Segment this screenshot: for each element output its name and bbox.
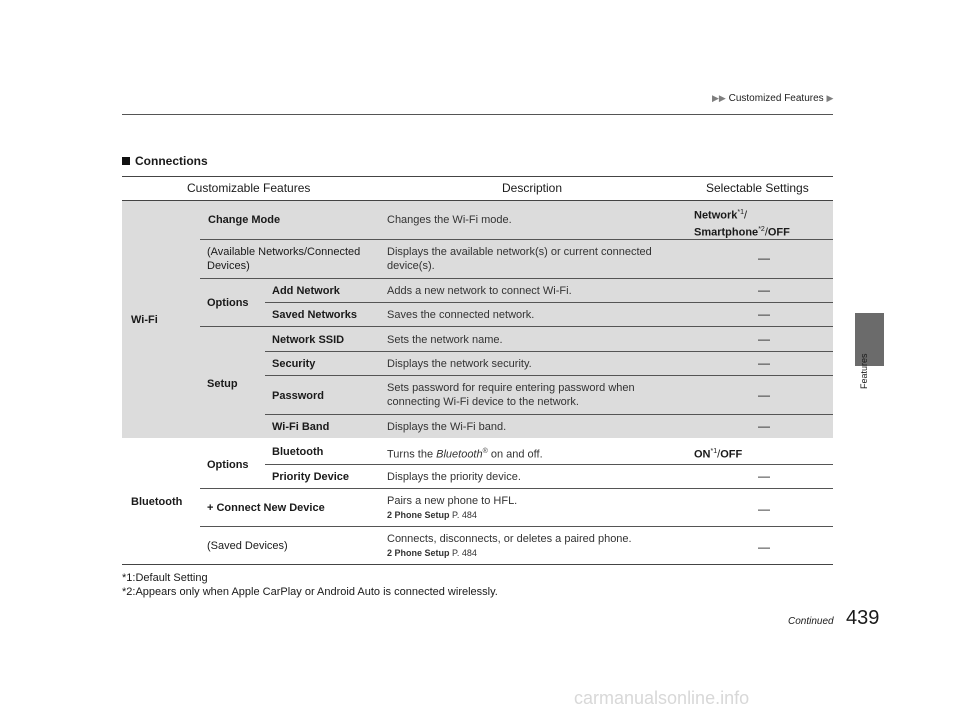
security-setting: — bbox=[758, 356, 770, 370]
row-separator bbox=[200, 488, 833, 489]
setting-off: OFF bbox=[767, 226, 790, 239]
footnote-ref: *1 bbox=[737, 209, 745, 216]
setting-smartphone: Smartphone bbox=[694, 226, 759, 239]
available-networks-name bbox=[207, 245, 360, 273]
link-page: P. 484 bbox=[449, 548, 477, 558]
header-settings: Selectable Settings bbox=[706, 181, 809, 195]
available-networks-desc bbox=[387, 245, 652, 273]
header-description: Description bbox=[502, 181, 563, 195]
side-tab-label bbox=[855, 353, 884, 417]
wifi-band-desc: Displays the Wi-Fi band. bbox=[387, 421, 507, 433]
footnote-ref: *1 bbox=[710, 448, 718, 455]
reference-arrow-icon: 2 bbox=[387, 510, 393, 520]
priority-device-desc: Displays the priority device. bbox=[387, 471, 521, 483]
breadcrumb bbox=[712, 93, 833, 104]
square-bullet-icon bbox=[122, 157, 130, 165]
saved-devices-name: (Saved Devices) bbox=[207, 540, 288, 552]
row-separator bbox=[265, 302, 833, 303]
reference-arrow-icon: 2 bbox=[387, 548, 393, 558]
change-mode-desc: Changes the Wi-Fi mode. bbox=[387, 214, 512, 226]
connect-new-device-name: + Connect New Device bbox=[207, 502, 325, 514]
saved-networks-setting: — bbox=[758, 307, 770, 321]
connect-new-device-setting: — bbox=[758, 502, 770, 516]
priority-device-setting: — bbox=[758, 469, 770, 483]
add-network-name: Add Network bbox=[272, 285, 340, 297]
table-bottom-rule bbox=[122, 564, 833, 565]
slash: / bbox=[764, 226, 768, 239]
footnote-1: *1:Default Setting bbox=[122, 572, 208, 584]
password-desc bbox=[387, 381, 635, 409]
wifi-options-label: Options bbox=[207, 297, 249, 309]
side-tab-text: Features bbox=[859, 353, 869, 389]
password-name: Password bbox=[272, 390, 324, 402]
saved-devices-desc bbox=[387, 532, 632, 560]
connect-new-desc-text: Pairs a new phone to HFL. bbox=[387, 495, 518, 507]
available-desc-line1: Displays the available network(s) or current connected bbox=[387, 246, 652, 258]
table-top-rule bbox=[122, 176, 833, 177]
row-separator bbox=[200, 326, 833, 327]
row-separator bbox=[265, 375, 833, 376]
bluetooth-desc-post: on and off. bbox=[487, 448, 543, 461]
header-features: Customizable Features bbox=[187, 181, 311, 195]
change-mode-settings bbox=[694, 206, 790, 239]
setup-label: Setup bbox=[207, 378, 238, 390]
wifi-band-setting: — bbox=[758, 419, 770, 433]
saved-networks-name: Saved Networks bbox=[272, 309, 357, 321]
bluetooth-settings bbox=[694, 445, 742, 462]
link-label: Phone Setup bbox=[394, 510, 450, 520]
setting-off: OFF bbox=[720, 448, 743, 461]
network-ssid-setting: — bbox=[758, 332, 770, 346]
bluetooth-desc-pre: Turns the bbox=[387, 448, 437, 461]
password-setting: — bbox=[758, 388, 770, 402]
bt-options-label: Options bbox=[207, 459, 249, 471]
available-name-line1: (Available Networks/Connected bbox=[207, 246, 361, 258]
change-mode-name: Change Mode bbox=[208, 214, 281, 226]
network-ssid-name: Network SSID bbox=[272, 334, 345, 346]
password-desc-line1: Sets password for require entering password when bbox=[387, 382, 635, 394]
footnote-ref: *2 bbox=[758, 225, 765, 233]
breadcrumb-label: Customized Features bbox=[728, 93, 824, 104]
available-setting: — bbox=[758, 251, 770, 265]
footnote-2: *2:Appears only when Apple CarPlay or Android Auto is connected wirelessly. bbox=[122, 586, 498, 598]
row-separator bbox=[265, 351, 833, 352]
continued-label: Continued bbox=[788, 616, 834, 627]
phone-setup-link[interactable] bbox=[387, 510, 477, 520]
row-separator bbox=[265, 414, 833, 415]
connect-new-device-desc bbox=[387, 494, 517, 522]
setting-on: ON bbox=[694, 448, 711, 461]
link-label: Phone Setup bbox=[394, 548, 450, 558]
row-separator bbox=[200, 278, 833, 279]
triangle-right-icon: ▶▶ bbox=[712, 93, 726, 103]
registered-mark: ® bbox=[482, 448, 488, 455]
saved-networks-desc: Saves the connected network. bbox=[387, 309, 535, 321]
phone-setup-link[interactable] bbox=[387, 548, 477, 558]
section-title-text: Connections bbox=[135, 154, 208, 168]
priority-device-name: Priority Device bbox=[272, 471, 350, 483]
bluetooth-name: Bluetooth bbox=[272, 446, 324, 458]
security-name: Security bbox=[272, 358, 316, 370]
setting-network: Network bbox=[694, 209, 738, 222]
row-separator bbox=[200, 526, 833, 527]
watermark: carmanualsonline.info bbox=[574, 688, 750, 708]
triangle-right-icon: ▶ bbox=[826, 93, 834, 103]
header-rule bbox=[122, 114, 833, 115]
add-network-setting: — bbox=[758, 283, 770, 297]
available-desc-line2: device(s). bbox=[387, 260, 435, 272]
page-number: 439 bbox=[846, 607, 880, 629]
saved-devices-setting: — bbox=[758, 540, 770, 554]
bluetooth-desc bbox=[387, 445, 543, 462]
wifi-band-name: Wi-Fi Band bbox=[272, 421, 330, 433]
saved-devices-desc-text: Connects, disconnects, or deletes a paired phone. bbox=[387, 533, 632, 545]
available-name-line2: Devices) bbox=[207, 260, 250, 272]
bluetooth-group-label: Bluetooth bbox=[131, 496, 183, 508]
slash: / bbox=[744, 209, 748, 222]
wifi-group-label: Wi-Fi bbox=[131, 314, 158, 326]
row-separator bbox=[200, 239, 833, 240]
add-network-desc: Adds a new network to connect Wi-Fi. bbox=[387, 285, 572, 297]
bluetooth-desc-em: Bluetooth bbox=[436, 448, 483, 461]
slash: / bbox=[717, 448, 721, 461]
row-separator bbox=[265, 464, 833, 465]
link-page: P. 484 bbox=[449, 510, 477, 520]
section-title bbox=[122, 154, 208, 168]
password-desc-line2: connecting Wi-Fi device to the network. bbox=[387, 396, 579, 408]
security-desc: Displays the network security. bbox=[387, 358, 532, 370]
network-ssid-desc: Sets the network name. bbox=[387, 334, 503, 346]
